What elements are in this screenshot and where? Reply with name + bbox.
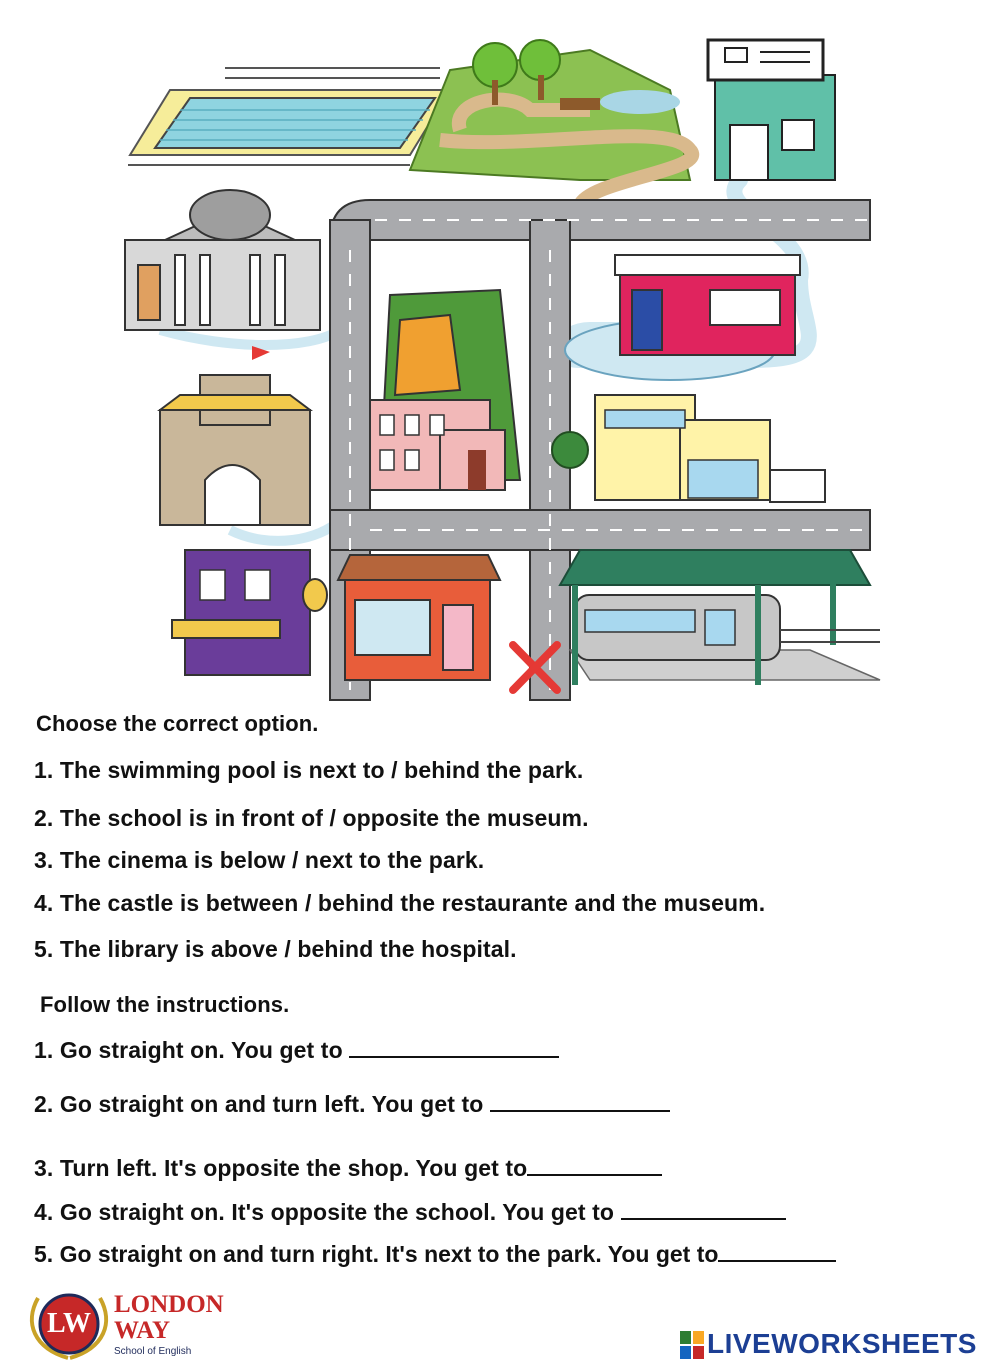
- liveworksheets-text: LIVEWORKSHEETS: [707, 1328, 977, 1359]
- section2-item-1-text: 1. Go straight on. You get to: [34, 1037, 350, 1063]
- train-station: [560, 550, 880, 685]
- castle: [160, 346, 310, 525]
- town-map-illustration: [110, 30, 890, 702]
- shop: [338, 555, 500, 680]
- section1-item-3: 3. The cinema is below / next to the park.: [34, 847, 485, 873]
- section2-item-3-text: 3. Turn left. It's opposite the shop. You get to: [34, 1155, 528, 1181]
- park: [410, 40, 692, 205]
- restaurant: [172, 550, 327, 675]
- section1-item-5: 5. The library is above / behind the hospital.: [34, 936, 517, 962]
- museum: [125, 190, 320, 330]
- section2-item-3: [34, 1155, 662, 1182]
- section2-item-4: [34, 1199, 786, 1226]
- library: [565, 255, 800, 380]
- cinema: [708, 40, 835, 180]
- section2-item-2-text: 2. Go straight on and turn left. You get to: [34, 1091, 490, 1117]
- answer-blank-3[interactable]: [527, 1173, 662, 1176]
- section1-item-1: 1. The swimming pool is next to / behind the park.: [34, 757, 584, 783]
- answer-blank-5[interactable]: [718, 1259, 836, 1262]
- answer-blank-1[interactable]: [349, 1055, 559, 1058]
- section1-item-2: 2. The school is in front of / opposite the museum.: [34, 805, 589, 831]
- logo-name-line2: WAY: [114, 1317, 171, 1344]
- section1-item-4: 4. The castle is between / behind the restaurante and the museum.: [34, 890, 766, 916]
- section2-item-5: [34, 1241, 836, 1268]
- logo-badge-text: LW: [46, 1308, 92, 1339]
- section2-item-4-text: 4. Go straight on. It's opposite the school. You get to: [34, 1199, 621, 1225]
- logo-tagline: School of English: [114, 1346, 192, 1357]
- london-way-logo: [28, 1288, 258, 1360]
- hospital: [552, 395, 825, 502]
- answer-blank-4[interactable]: [621, 1217, 786, 1220]
- logo-name-line1: LONDON: [114, 1291, 224, 1318]
- section2-item-5-text: 5. Go straight on and turn right. It's next to the park. You get to: [34, 1241, 719, 1267]
- answer-blank-2[interactable]: [490, 1109, 670, 1112]
- liveworksheets-logo-icon: [680, 1331, 704, 1359]
- section2-item-1: [34, 1037, 559, 1064]
- section2-heading: Follow the instructions.: [40, 992, 290, 1017]
- section1-heading: Choose the correct option.: [36, 711, 319, 736]
- swimming-pool: [128, 68, 450, 165]
- section2-item-2: [34, 1091, 670, 1118]
- school: [370, 290, 520, 490]
- liveworksheets-brand: [680, 1328, 980, 1362]
